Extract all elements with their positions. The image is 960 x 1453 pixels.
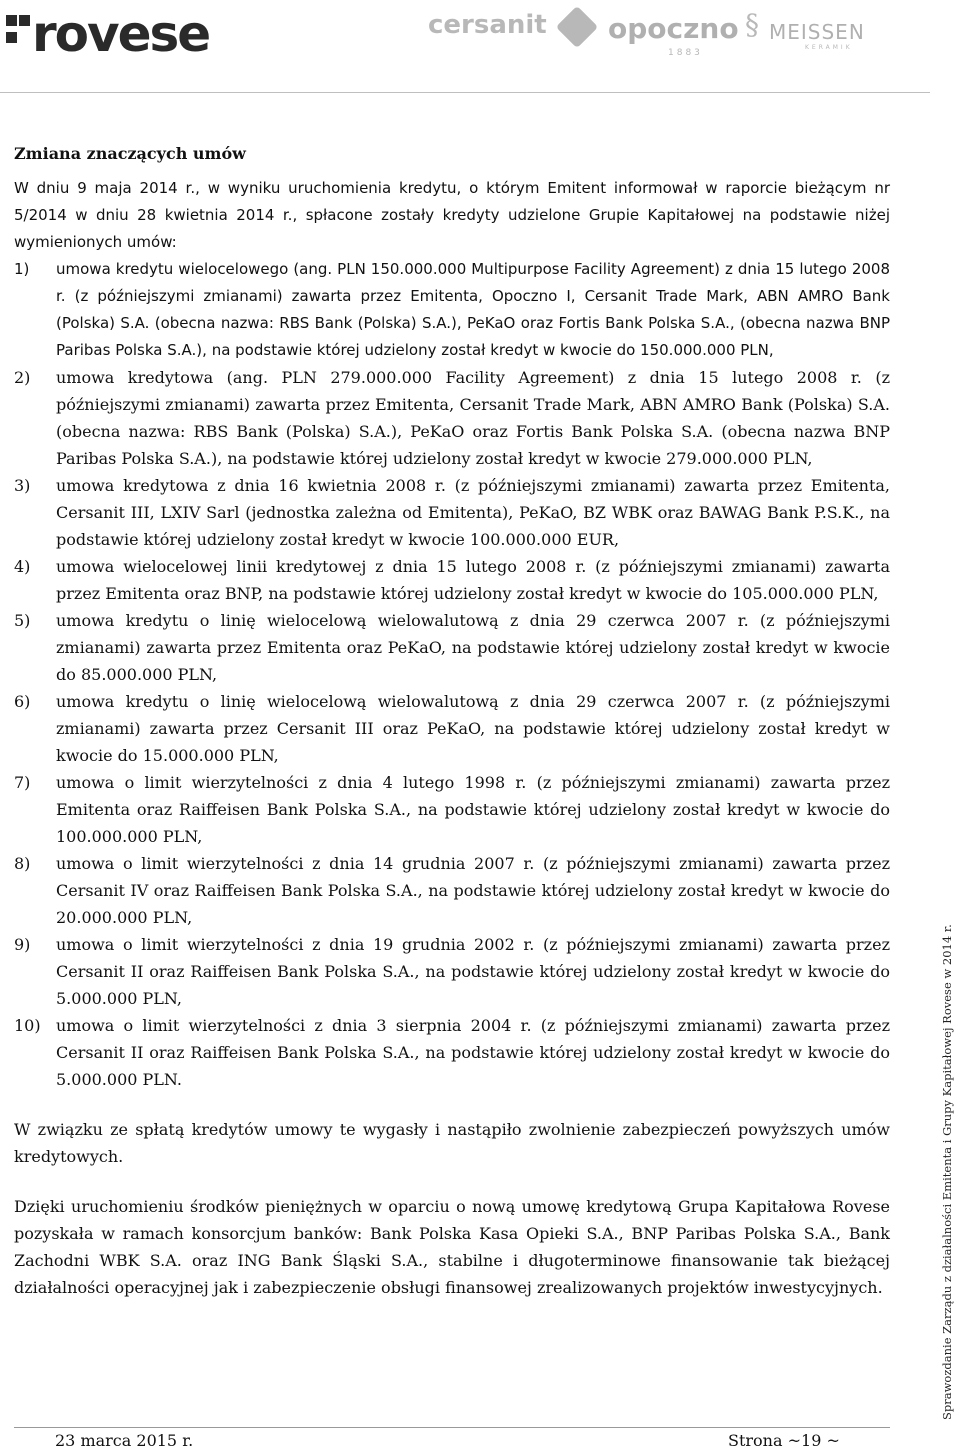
list-item-number: 3) — [14, 476, 31, 495]
repayment-paragraph: W związku ze spłatą kredytów umowy te wygasły i nastąpiło zwolnienie zabezpieczeń powyższych umów kredytowych. — [14, 1120, 890, 1166]
meissen-logo — [745, 8, 865, 58]
list-item-number: 7) — [14, 773, 31, 792]
opoczno-logo — [560, 6, 739, 60]
list-item — [14, 472, 890, 553]
header-divider — [0, 92, 930, 93]
list-item — [14, 607, 890, 688]
rovese-logo-squares-icon — [6, 9, 32, 43]
rovese-logo-text: rovese — [32, 5, 210, 63]
list-item — [14, 364, 890, 472]
list-item-text: umowa kredytu o linię wielocelową wielowalutową z dnia 29 czerwca 2007 r. (z późniejszymi zmianami) zawarta przez Emitenta oraz PeKaO, na podstawie której udzielony został kredyt w kwocie do 85.000.000 PLN, — [56, 611, 890, 684]
cersanit-logo: cersanit — [428, 10, 547, 40]
financing-paragraph: Dzięki uruchomieniu środków pieniężnych w oparciu o nową umowę kredytową Grupa Kapitałowa Rovese pozyskała w ramach konsorcjum banków: Bank Polska Kasa Opieki S.A., BNP Paribas Polska S.A., Bank Zachodni WBK S.A. oraz ING Bank Śląski S.A., stabilne i długoterminowe finansowanie tak bieżącej działalności operacyjnej jak i zabezpieczenie obsługi finansowej zrealizowanych projektów inwestycyjnych. — [14, 1197, 890, 1297]
list-item-number: 8) — [14, 854, 31, 873]
list-item-text: umowa o limit wierzytelności z dnia 4 lutego 1998 r. (z późniejszymi zmianami) zawarta przez Emitenta oraz Raiffeisen Bank Polska S.A., na podstawie której udzielony został kredyt w kwocie do 100.000.000 PLN, — [56, 773, 890, 846]
list-item-number: 2) — [14, 368, 31, 387]
list-item-text: umowa o limit wierzytelności z dnia 14 grudnia 2007 r. (z późniejszymi zmianami) zawarta przez Cersanit IV oraz Raiffeisen Bank Polska S.A., na podstawie której udzielony został kredyt w kwocie do 20.000.000 PLN, — [56, 854, 890, 927]
opoczno-logo-year: 1883 — [668, 48, 703, 58]
list-item-number: 6) — [14, 692, 31, 711]
list-item-number: 10) — [14, 1016, 41, 1035]
list-item — [14, 850, 890, 931]
list-item-text: umowa wielocelowej linii kredytowej z dnia 15 lutego 2008 r. (z późniejszymi zmianami) zawarta przez Emitenta oraz BNP, na podstawie której udzielony został kredyt w kwocie do 105.000.000 PLN, — [56, 557, 890, 603]
opoczno-logo-text: opoczno — [608, 12, 739, 45]
list-item-number: 4) — [14, 557, 31, 576]
opoczno-diamond-icon — [556, 6, 598, 48]
list-item — [14, 688, 890, 769]
list-item — [14, 1012, 890, 1093]
list-item-text: umowa kredytu wielocelowego (ang. PLN 150.000.000 Multipurpose Facility Agreement) z dnia 15 lutego 2008 r. (z późniejszymi zmianami) zawarta przez Emitenta, Opoczno I, Cersanit Trade Mark, ABN AMRO Bank (Polska) S.A. (obecna nazwa: RBS Bank (Polska) S.A.), PeKaO oraz Fortis Bank Polska S.A., (obecna nazwa BNP Paribas Polska S.A.), na podstawie której udzielony został kredyt w kwocie do 150.000.000 PLN, — [56, 260, 890, 359]
main-content — [14, 140, 890, 1301]
list-item — [14, 256, 890, 364]
page-header — [0, 0, 960, 95]
list-item-text: umowa kredytowa z dnia 16 kwietnia 2008 r. (z późniejszymi zmianami) zawarta przez Emitenta, Cersanit III, LXIV Sarl (jednostka zależna od Emitenta), PeKaO, BZ WBK oraz BAWAG Bank P.S.K., na podstawie której udzielony został kredyt w kwocie 100.000.000 EUR, — [56, 476, 890, 549]
contracts-list — [14, 256, 890, 1093]
meissen-logo-sub: KERAMIK — [805, 44, 853, 51]
list-item-text: umowa kredytu o linię wielocelową wielowalutową z dnia 29 czerwca 2007 r. (z późniejszymi zmianami) zawarta przez Cersanit III oraz PeKaO, na podstawie której udzielony został kredyt w kwocie do 15.000.000 PLN, — [56, 692, 890, 765]
rovese-logo — [6, 6, 209, 62]
list-item-text: umowa o limit wierzytelności z dnia 3 sierpnia 2004 r. (z późniejszymi zmianami) zawarta przez Cersanit II oraz Raiffeisen Bank Polska S.A., na podstawie której udzielony został kredyt w kwocie do 5.000.000 PLN. — [56, 1016, 890, 1089]
list-item-text: umowa o limit wierzytelności z dnia 19 grudnia 2002 r. (z późniejszymi zmianami) zawarta przez Cersanit II oraz Raiffeisen Bank Polska S.A., na podstawie której udzielony został kredyt w kwocie do 5.000.000 PLN, — [56, 935, 890, 1008]
list-item — [14, 931, 890, 1012]
meissen-logo-text: MEISSEN — [769, 20, 865, 44]
list-item — [14, 553, 890, 607]
side-running-title: Sprawozdanie Zarządu z działalności Emitenta i Grupy Kapitałowej Rovese w 2014 r. — [940, 924, 954, 1420]
list-item — [14, 769, 890, 850]
list-item-number: 1) — [14, 260, 30, 278]
list-item-number: 9) — [14, 935, 31, 954]
intro-paragraph: W dniu 9 maja 2014 r., w wyniku uruchomienia kredytu, o którym Emitent informował w raporcie bieżącym nr 5/2014 w dniu 28 kwietnia 2014 r., spłacone zostały kredyty udzielone Grupie Kapitałowej na podstawie niżej wymienionych umów: — [14, 179, 890, 251]
footer-divider — [14, 1427, 890, 1428]
list-item-text: umowa kredytowa (ang. PLN 279.000.000 Facility Agreement) z dnia 15 lutego 2008 r. (z późniejszymi zmianami) zawarta przez Emitenta, Cersanit Trade Mark, ABN AMRO Bank (Polska) S.A. (obecna nazwa: RBS Bank (Polska) S.A.), PeKaO oraz Fortis Bank Polska S.A. (obecna nazwa BNP Paribas Polska S.A.), na podstawie której udzielony został kredyt w kwocie 279.000.000 PLN, — [56, 368, 890, 468]
list-item-number: 5) — [14, 611, 31, 630]
section-heading: Zmiana znaczących umów — [14, 144, 246, 163]
page-number: Strona ~19 ~ — [728, 1431, 840, 1450]
meissen-s-icon: § — [745, 8, 759, 41]
footer-date: 23 marca 2015 r. — [55, 1431, 194, 1450]
